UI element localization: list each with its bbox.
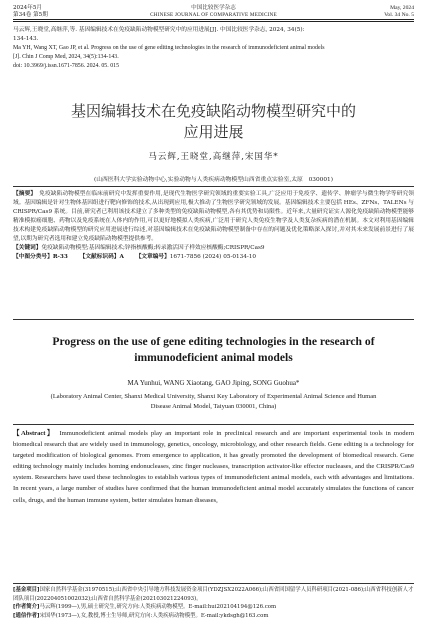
footnotes [13,583,414,621]
title-cn [13,101,414,143]
fund-text: 国家自然科学基金(31970515);山西省中央引导地方科技发展资金项目(YDZJSX2022A066);山西省回国留学人员科研项目(2021-086);山西省科技创新人才团队项目(202204051002032);山西省自然科学基金(202103021224093)。 [13,587,414,602]
footnote-author [13,603,414,612]
affiliation-en: (Laboratory Animal Center, Shanxi Medical University, Shanxi Key Laboratory of Experimental Animal Science and Human Disease Animal Model, Taiyuan 030001, China) [50,393,377,410]
authors-en: MA Yunhui, WANG Xiaotang, GAO Jiping, SONG Guohua* [127,379,300,387]
footnote-corresponding [13,612,414,621]
header-right [384,5,414,19]
citation-cn-line1: 马云辉,王晓堂,高继萍,等. 基因编辑技术在免疫缺陷动物模型研究中的应用进展[J]. 中国比较医学杂志, 2024, 34(5): [13,27,305,33]
abstract-en [13,424,414,579]
affiliation-cn: (山西医科大学实验动物中心,实验动物与人类疾病动物模型山西省重点实验室,太原 030001) [93,177,334,183]
abstract-cn [13,190,414,243]
corresponding-text: 宋国华(1973—),女,教授,博士生导师,研究方向:人类疾病动物模型。E-mail:ykdsgh@163.com [39,613,269,620]
author-bio-label: [作者简介] [13,604,40,611]
abstract-cn-text: 免疫缺陷动物模型在临床前研究中发挥重要作用,是现代生物医学研究领域的重要实验工具,广泛应用于免疫学、遗传学、肿瘤学与微生物学等研究领域。基因编辑是针对生物体基因组进行靶向修饰的技术,从出现到应用,极大推动了生物医学研究领域的发展。基因编辑技术主要包括 HEs、ZFNs、TALENs 与 CRISPR/Cas9 系统。目前,研究者已利用该技术建立了多种类型的免疫缺陷动物模型,各有其优势和局限性。近年来,大量研究证实人源化免疫缺陷动物模型能够精准模拟癌细胞、药物以及免疫系统在人体内的作用,可以更好地模拟人类疾病,广泛用于研究人类免疫生物学及人类复杂疾病的潜在机制。本文对利用基因编辑技术构建免疫缺陷动物模型的研究应用进展进行综述,对基因编辑技术在免疫缺陷动物模型制备中存在的问题及优化策略深入探讨,并对其未来发展前景进行了展望,以期为研究者选用和建立免疫缺陷动物模型提供参考。 [13,191,414,242]
citation-cn-line2: 134-143. [13,36,39,42]
keywords-cn [13,244,414,253]
clc-field [13,254,68,260]
keywords-cn-text: 免疫缺陷动物模型;基因编辑技术;锌指核酸酶;转录激活因子样效应核酸酶;CRISPR/Cas9 [41,245,265,252]
header-rule-thin [13,21,414,22]
doc-code-field [80,254,124,260]
abstract-en-label: 【Abstract】 [13,430,52,437]
header-journal-cn: 中国比较医学杂志 [191,5,236,11]
citation-block [13,26,414,71]
doc-code-value: A [119,254,124,261]
header-date-en: May, 2024 [390,5,414,11]
clc-label: 【中图分类号】 [13,254,53,261]
header-center [13,5,414,19]
clc-value: R-33 [52,254,68,261]
header-date-cn: 2024年5月 [13,5,42,11]
header-journal-en: CHINESE JOURNAL OF COMPARATIVE MEDICINE [150,12,277,18]
citation-en-line1: Ma YH, Wang XT, Gao JP, et al. Progress on the use of gene editing technologies in the research of immunodeficient animal models [13,45,325,51]
title-cn-line2: 应用进展 [183,123,244,141]
abstract-en-text: Immunodeficient animal models play an important role in preclinical research and are important experimental tools in modern biomedical research that are widely used in immunology, genetics, oncology, microbiology, and other research fields. Gene editing is a technology for targeted modification of biological genomes. From emergence to application, it has greatly promoted the development of biomedical research. Gene editing technology mainly includes homing endonucleases, zinc finger nucleases, transcription activator-like effector nucleases, and the CRISPR/Cas9 system. Researchers have used these technologies to establish various types of immunodeficient animal models, each with advantages and limitations. In recent years, a large number of studies have confirmed that the human immunodeficient animal model accurately simulates the functions of cancer cells, drugs, and the human immune system, better simulates human diseases, [13,430,414,504]
header-rule-thick [13,19,414,20]
article-no-field [136,254,266,260]
corresponding-label: [通信作者] [13,613,40,620]
citation-doi: doi: 10.3969/j.issn.1671-7856. 2024. 05. 015 [13,63,120,69]
abstract-cn-box [13,186,414,320]
fund-label: [基金项目] [13,587,40,593]
keywords-cn-label: 【关键词】 [13,245,42,252]
author-bio-text: 马云辉(1999—),男,硕士研究生,研究方向:人类疾病动物模型。E-mail:hui202104194@126.com [39,604,277,611]
article-no-value: 1671-7856 (2024) 05-0134-10 [169,254,257,261]
running-header [13,5,414,27]
header-volume-en: Vol. 34 No. 5 [384,12,414,18]
footnote-fund [13,586,414,603]
header-volume-cn: 第34卷 第5期 [13,12,48,18]
citation-en-line2: [J]. Chin J Comp Med, 2024, 34(5):134-143. [13,54,119,60]
title-en: Progress on the use of gene editing technologies in the research of immunodeficient animal models [52,335,375,364]
authors-cn: 马云辉,王晓堂,高继萍,宋国华* [148,152,279,162]
doc-code-label: 【文献标识码】 [79,254,120,261]
title-cn-line1: 基因编辑技术在免疫缺陷动物模型研究中的 [70,102,356,120]
abstract-cn-label: 【摘要】 [13,191,34,197]
article-no-label: 【文章编号】 [135,254,170,261]
classification-row [13,253,414,262]
